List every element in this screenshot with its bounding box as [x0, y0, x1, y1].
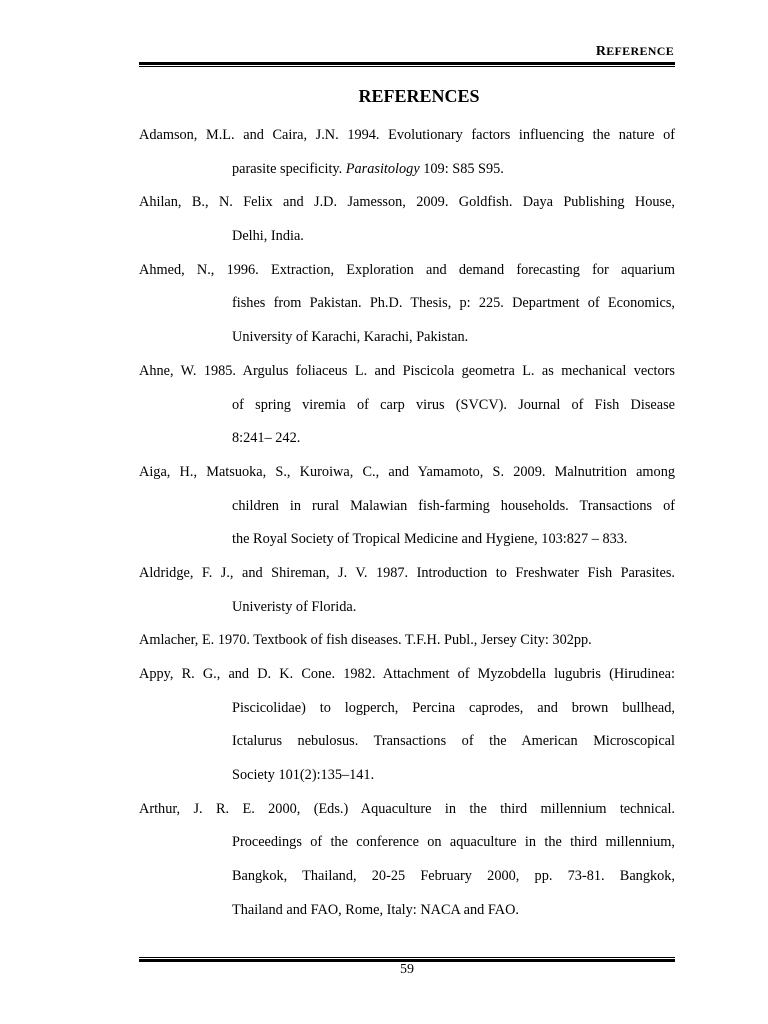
reference-entry [139, 119, 675, 186]
running-header [596, 44, 674, 60]
page-number: 59 [400, 962, 414, 977]
reference-first-line: Ahne, W. 1985. Argulus foliaceus L. and Piscicola geometra L. as mechanical vectors [139, 362, 675, 379]
reference-continuation-line: University of Karachi, Karachi, Pakistan. [232, 329, 469, 346]
reference-continuation-line: of spring viremia of carp virus (SVCV). Journal of Fish Disease [232, 396, 675, 413]
reference-continuation-line: children in rural Malawian fish-farming households. Transactions of [232, 497, 675, 514]
reference-continuation-line: Proceedings of the conference on aquaculture in the third millennium, [232, 834, 675, 851]
reference-first-line: Amlacher, E. 1970. Textbook of fish diseases. T.F.H. Publ., Jersey City: 302pp. [139, 632, 592, 649]
header-rule-thin [139, 66, 675, 67]
reference-continuation-line: Ictalurus nebulosus. Transactions of the American Microscopical [232, 733, 675, 750]
reference-entry [139, 254, 675, 355]
running-header-initial: R [595, 44, 607, 59]
reference-continuation-line: fishes from Pakistan. Ph.D. Thesis, p: 225. Department of Economics, [232, 295, 675, 312]
reference-first-line: Appy, R. G., and D. K. Cone. 1982. Attachment of Myzobdella lugubris (Hirudinea: [139, 666, 675, 682]
footer-rule-thin [139, 957, 675, 958]
reference-first-line: Adamson, M.L. and Caira, J.N. 1994. Evolutionary factors influencing the nature of [139, 127, 675, 143]
reference-first-line: Aldridge, F. J., and Shireman, J. V. 1987. Introduction to Freshwater Fish Parasites. [139, 564, 675, 581]
reference-entry [139, 186, 675, 253]
reference-continuation-line: Piscicolidae) to logperch, Percina caprodes, and brown bullhead, [232, 699, 675, 716]
reference-entry [139, 793, 675, 928]
reference-continuation-line: 8:241– 242. [232, 430, 301, 447]
running-header-rest: EFERENCE [606, 44, 674, 58]
reference-entry [139, 557, 675, 624]
reference-list [139, 119, 675, 928]
reference-continuation-line: Univeristy of Florida. [232, 598, 357, 615]
reference-continuation-line: Thailand and FAO, Rome, Italy: NACA and FAO. [232, 901, 519, 918]
reference-text: 109: S85 S95. [419, 160, 504, 177]
reference-text: parasite specificity. [232, 160, 346, 177]
reference-continuation-line: Bangkok, Thailand, 20-25 February 2000, pp. 73-81. Bangkok, [232, 868, 675, 885]
reference-entry [139, 658, 675, 793]
reference-first-line: Ahilan, B., N. Felix and J.D. Jamesson, 2009. Goldfish. Daya Publishing House, [139, 194, 675, 211]
journal-name: Parasitology [345, 160, 420, 177]
reference-first-line: Aiga, H., Matsuoka, S., Kuroiwa, C., and Yamamoto, S. 2009. Malnutrition among [139, 463, 675, 480]
header-rule-thick [139, 62, 675, 65]
reference-first-line: Arthur, J. R. E. 2000, (Eds.) Aquaculture in the third millennium technical. [139, 800, 675, 817]
reference-continuation-line: Delhi, India. [232, 228, 304, 245]
page-title: REFERENCES [358, 86, 480, 106]
reference-continuation-line: Society 101(2):135–141. [232, 767, 375, 784]
reference-continuation-line: the Royal Society of Tropical Medicine and Hygiene, 103:827 – 833. [232, 531, 628, 548]
reference-entry [139, 355, 675, 456]
reference-entry [139, 624, 675, 658]
reference-first-line: Ahmed, N., 1996. Extraction, Exploration and demand forecasting for aquarium [139, 261, 675, 278]
reference-entry [139, 456, 675, 557]
reference-continuation-line [139, 153, 675, 187]
